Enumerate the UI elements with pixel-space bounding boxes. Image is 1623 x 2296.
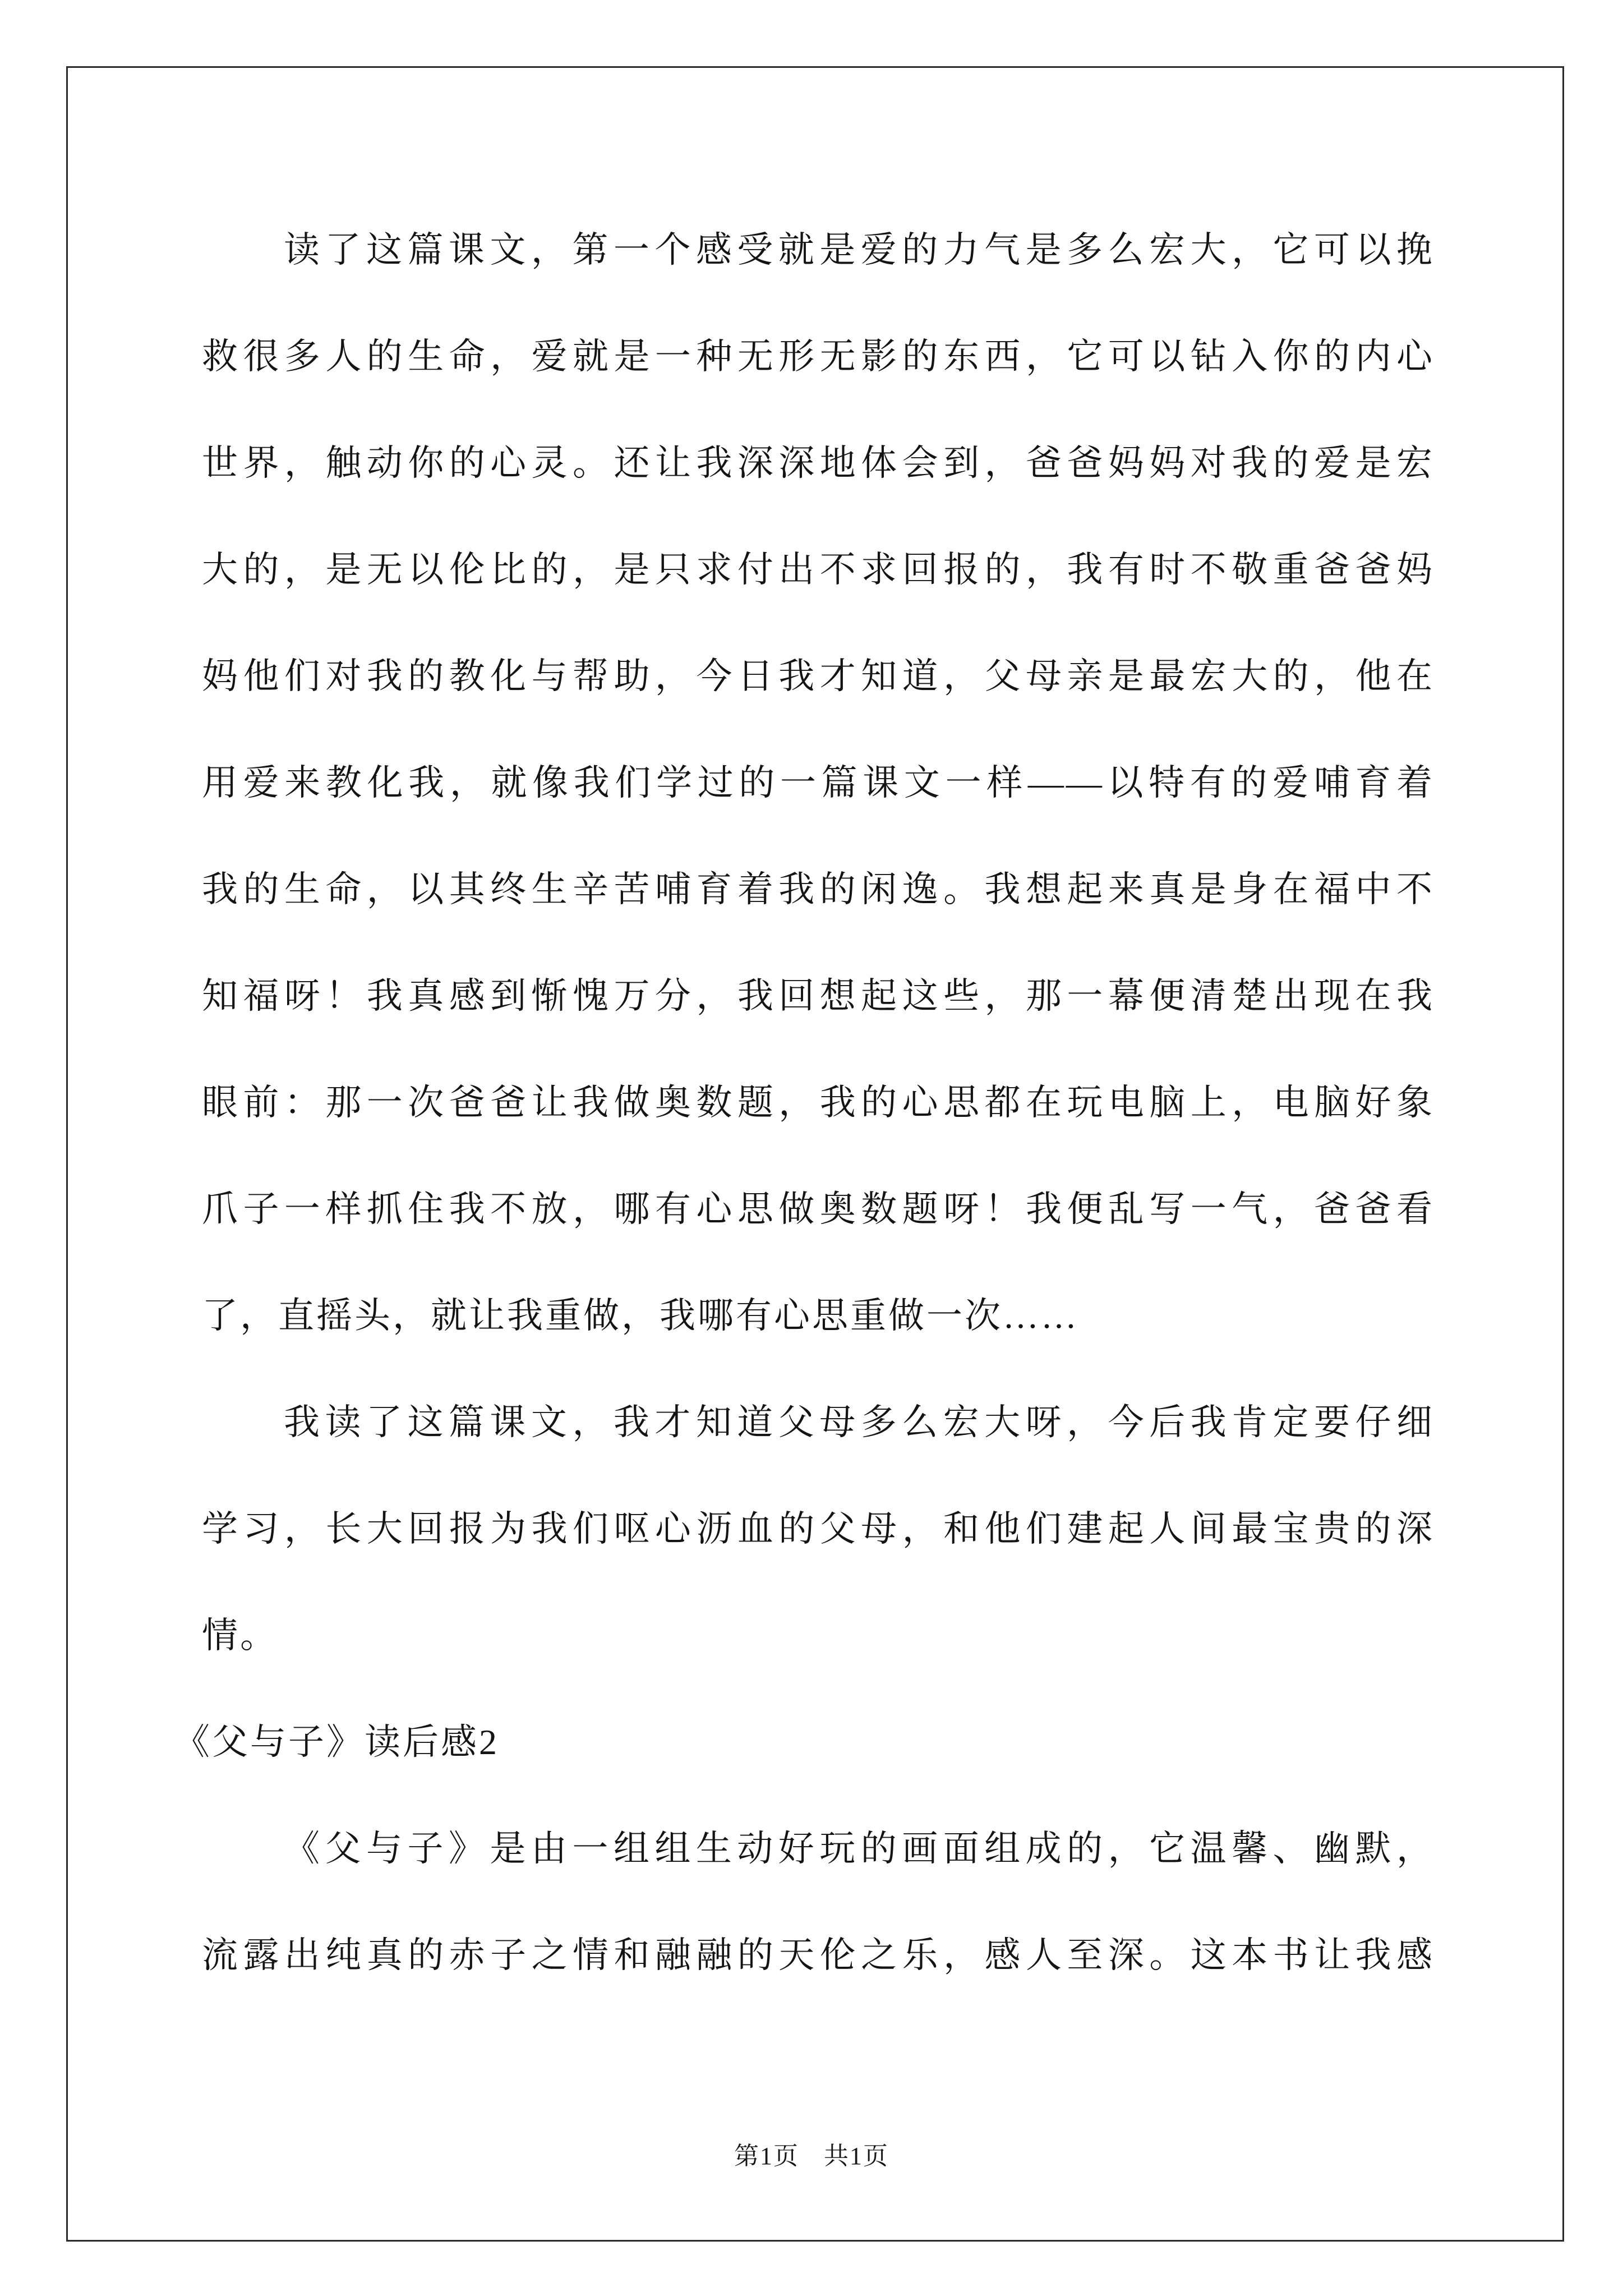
body-line: 爪子一样抓住我不放，哪有心思做奥数题呀！我便乱写一气，爸爸看 (202, 1189, 1435, 1229)
body-line: 用爱来教化我，就像我们学过的一篇课文一样——以特有的爱哺育着 (202, 763, 1435, 803)
body-line: 大的，是无以伦比的，是只求付出不求回报的，我有时不敬重爸爸妈 (202, 550, 1435, 590)
page-footer (0, 2139, 1623, 2173)
body-line: 了，直摇头，就让我重做，我哪有心思重做一次…… (202, 1296, 1079, 1336)
body-line: 眼前：那一次爸爸让我做奥数题，我的心思都在玩电脑上，电脑好象 (202, 1083, 1435, 1122)
section-heading: 《父与子》读后感2 (174, 1722, 499, 1762)
body-line: 妈他们对我的教化与帮助，今日我才知道，父母亲是最宏大的，他在 (202, 656, 1435, 696)
body-line: 知福呀！我真感到惭愧万分，我回想起这些，那一幕便清楚出现在我 (202, 976, 1435, 1016)
document-body (174, 197, 1435, 2009)
body-line: 我的生命，以其终生辛苦哺育着我的闲逸。我想起来真是身在福中不 (202, 869, 1435, 909)
body-line: 情。 (202, 1616, 278, 1655)
body-line: 流露出纯真的赤子之情和融融的天伦之乐，感人至深。这本书让我感 (202, 1935, 1435, 1975)
page-total: 共1页 (824, 2142, 889, 2170)
body-line: 读了这篇课文，第一个感受就是爱的力气是多么宏大，它可以挽 (284, 230, 1435, 270)
body-line: 世界，触动你的心灵。还让我深深地体会到，爸爸妈妈对我的爱是宏 (202, 443, 1435, 483)
body-line: 我读了这篇课文，我才知道父母多么宏大呀，今后我肯定要仔细 (284, 1402, 1435, 1442)
page-number: 第1页 (734, 2142, 799, 2170)
body-line: 学习，长大回报为我们呕心沥血的父母，和他们建起人间最宝贵的深 (202, 1509, 1435, 1549)
body-line: 救很多人的生命，爱就是一种无形无影的东西，它可以钻入你的内心 (202, 337, 1435, 376)
body-line: 《父与子》是由一组组生动好玩的画面组成的，它温馨、幽默， (284, 1829, 1435, 1869)
